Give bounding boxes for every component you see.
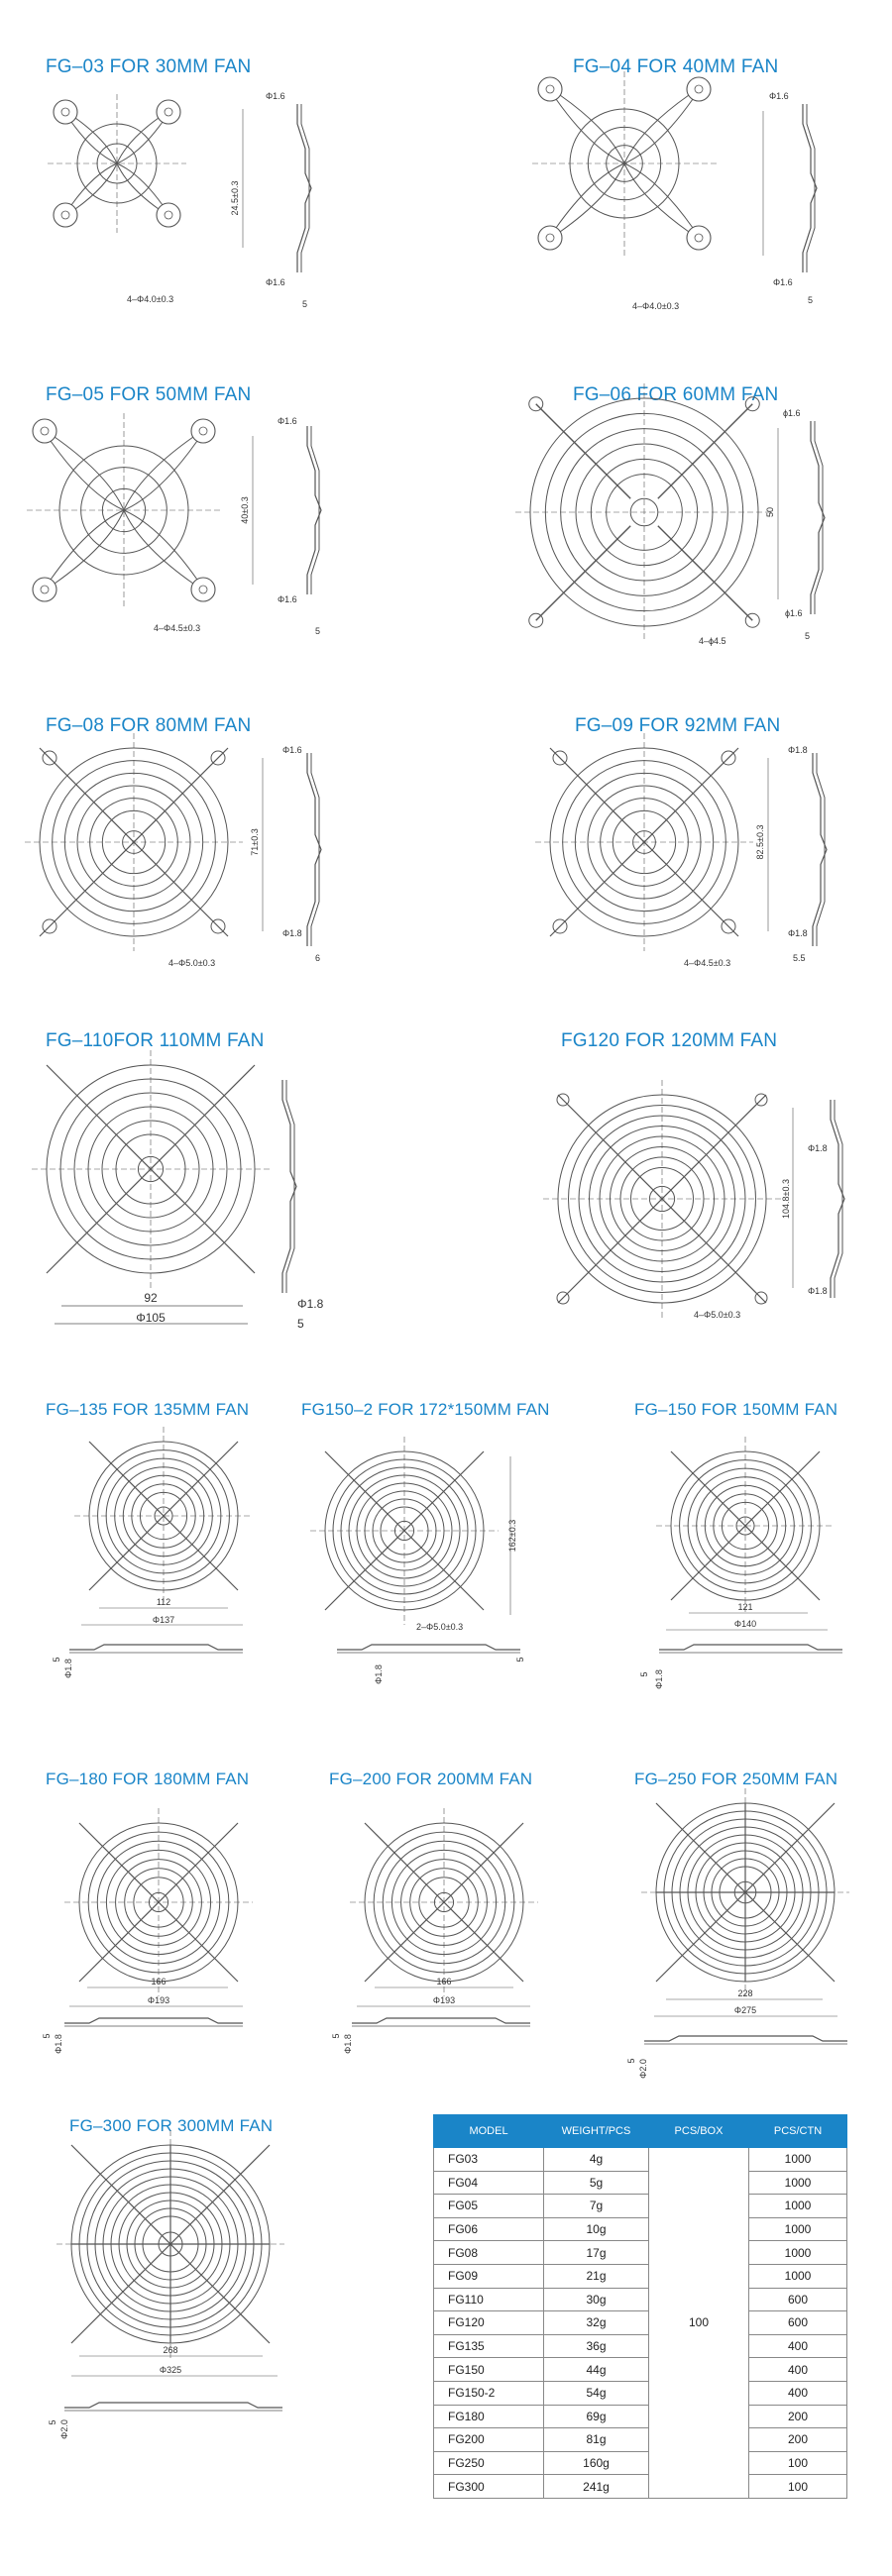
dimension-label: 104.8±0.3 xyxy=(781,1179,791,1219)
cell-weight: 17g xyxy=(544,2241,649,2265)
table-row xyxy=(434,2334,847,2358)
dimension-label: 82.5±0.3 xyxy=(755,824,765,860)
cell-weight: 69g xyxy=(544,2405,649,2428)
dimension-label: 4–ϕ4.5 xyxy=(699,636,726,646)
dimension-label: 4–Φ5.0±0.3 xyxy=(168,958,216,968)
cell-model: FG135 xyxy=(434,2334,544,2358)
drawing-fg150 xyxy=(639,1437,842,1689)
cell-ctn: 1000 xyxy=(749,2217,847,2241)
drawing-fg300 xyxy=(48,2130,284,2439)
section-title-fg06: FG–06 FOR 60MM FAN xyxy=(573,384,779,405)
cell-model: FG05 xyxy=(434,2195,544,2218)
table-header-row xyxy=(434,2115,847,2148)
cell-weight: 44g xyxy=(544,2358,649,2382)
cell-model: FG04 xyxy=(434,2171,544,2195)
dimension-label: 2–Φ5.0±0.3 xyxy=(416,1622,464,1632)
dimension-label: Φ105 xyxy=(136,1311,166,1325)
drawing-fg09 xyxy=(535,733,827,968)
dimension-label: Φ193 xyxy=(147,1995,170,2005)
dimension-label: Φ140 xyxy=(733,1619,757,1629)
section-title-fg08: FG–08 FOR 80MM FAN xyxy=(46,715,252,736)
cell-weight: 54g xyxy=(544,2381,649,2405)
section-title-fg05: FG–05 FOR 50MM FAN xyxy=(46,384,252,405)
dimension-label: 5 xyxy=(315,626,321,636)
header-pcs-box: PCS/BOX xyxy=(649,2115,749,2148)
cell-ctn: 400 xyxy=(749,2358,847,2382)
cell-ctn: 200 xyxy=(749,2405,847,2428)
drawing-fg03 xyxy=(48,91,311,309)
dimension-label: Φ1.8 xyxy=(808,1143,828,1153)
table-row xyxy=(434,2148,847,2172)
dimension-label: Φ1.8 xyxy=(654,1669,664,1689)
cell-weight: 36g xyxy=(544,2334,649,2358)
cell-ctn: 400 xyxy=(749,2381,847,2405)
dimension-label: 5 xyxy=(42,2033,52,2039)
dimension-label: Φ2.0 xyxy=(59,2419,69,2439)
dimension-label: Φ2.0 xyxy=(638,2059,648,2079)
drawing-fg250 xyxy=(626,1788,849,2079)
table-row xyxy=(434,2405,847,2428)
dimension-label: 5 xyxy=(52,1657,61,1663)
dimension-label: Φ325 xyxy=(159,2365,182,2375)
dimension-label: 5.5 xyxy=(793,953,806,963)
dimension-label: Φ1.6 xyxy=(278,416,297,426)
cell-weight: 30g xyxy=(544,2288,649,2311)
section-title-fg135: FG–135 FOR 135MM FAN xyxy=(46,1400,250,1419)
dimension-label: Φ1.6 xyxy=(769,91,789,101)
dimension-label: Φ1.8 xyxy=(374,1664,384,1684)
table-row xyxy=(434,2451,847,2475)
cell-ctn: 1000 xyxy=(749,2148,847,2172)
section-title-fg150-2: FG150–2 FOR 172*150MM FAN xyxy=(301,1400,550,1419)
dimension-label: 71±0.3 xyxy=(250,828,260,856)
drawing-fg135 xyxy=(52,1427,253,1678)
table-row xyxy=(434,2311,847,2335)
section-title-fg120: FG120 FOR 120MM FAN xyxy=(561,1030,778,1051)
cell-model: FG03 xyxy=(434,2148,544,2172)
cell-weight: 160g xyxy=(544,2451,649,2475)
dimension-label: 5 xyxy=(805,631,811,641)
cell-ctn: 600 xyxy=(749,2311,847,2335)
dimension-label: 50 xyxy=(765,506,775,518)
dimension-label: 5 xyxy=(48,2419,57,2425)
header-pcs-ctn: PCS/CTN xyxy=(749,2115,847,2148)
section-title-fg200: FG–200 FOR 200MM FAN xyxy=(329,1770,533,1788)
section-title-fg09: FG–09 FOR 92MM FAN xyxy=(575,715,781,736)
dimension-label: 40±0.3 xyxy=(240,496,250,524)
dimension-label: 4–Φ4.0±0.3 xyxy=(632,301,680,311)
dimension-label: 4–Φ4.0±0.3 xyxy=(127,294,174,304)
dimension-label: 5 xyxy=(639,1671,649,1677)
dimension-label: Φ275 xyxy=(733,2005,757,2015)
drawing-fg04 xyxy=(532,71,817,311)
cell-ctn: 1000 xyxy=(749,2264,847,2288)
cell-ctn: 1000 xyxy=(749,2171,847,2195)
section-title-fg300: FG–300 FOR 300MM FAN xyxy=(69,2116,274,2135)
dimension-label: Φ1.6 xyxy=(266,91,285,101)
cell-model: FG300 xyxy=(434,2475,544,2499)
header-weight: WEIGHT/PCS xyxy=(544,2115,649,2148)
cell-model: FG08 xyxy=(434,2241,544,2265)
dimension-label: 5 xyxy=(297,1317,304,1331)
dimension-label: 228 xyxy=(737,1988,753,1998)
dimension-label: 112 xyxy=(156,1597,171,1607)
dimension-label: Φ1.6 xyxy=(282,745,302,755)
dimension-label: ϕ1.6 xyxy=(785,608,803,618)
dimension-label: Φ1.8 xyxy=(297,1297,324,1311)
cell-ctn: 200 xyxy=(749,2428,847,2452)
cell-model: FG09 xyxy=(434,2264,544,2288)
dimension-label: Φ193 xyxy=(432,1995,456,2005)
drawing-fg08 xyxy=(25,733,321,968)
cell-model: FG120 xyxy=(434,2311,544,2335)
cell-ctn: 100 xyxy=(749,2475,847,2499)
dimension-label: 24.5±0.3 xyxy=(230,180,240,216)
dimension-label: 166 xyxy=(151,1977,167,1986)
section-title-fg250: FG–250 FOR 250MM FAN xyxy=(634,1770,838,1788)
dimension-label: 6 xyxy=(315,953,321,963)
table-row xyxy=(434,2358,847,2382)
cell-model: FG180 xyxy=(434,2405,544,2428)
dimension-label: Φ1.6 xyxy=(773,277,793,287)
dimension-label: 5 xyxy=(626,2058,636,2064)
dimension-label: Φ137 xyxy=(152,1615,175,1625)
dimension-label: 4–Φ4.5±0.3 xyxy=(684,958,731,968)
dimension-label: 268 xyxy=(163,2345,178,2355)
dimension-label: 5 xyxy=(331,2033,341,2039)
cell-weight: 4g xyxy=(544,2148,649,2172)
spec-table xyxy=(433,2114,847,2499)
cell-ctn: 1000 xyxy=(749,2195,847,2218)
cell-model: FG150-2 xyxy=(434,2381,544,2405)
dimension-label: Φ1.8 xyxy=(808,1286,828,1296)
dimension-label: 162±0.3 xyxy=(507,1519,517,1553)
dimension-label: Φ1.8 xyxy=(343,2034,353,2054)
section-title-fg04: FG–04 FOR 40MM FAN xyxy=(573,56,779,77)
dimension-label: Φ1.8 xyxy=(63,1659,73,1678)
dimension-label: 5 xyxy=(302,299,308,309)
dimension-label: 5 xyxy=(808,295,814,305)
dimension-label: 4–Φ5.0±0.3 xyxy=(694,1310,741,1320)
cell-ctn: 400 xyxy=(749,2334,847,2358)
table-row xyxy=(434,2171,847,2195)
table-row xyxy=(434,2381,847,2405)
drawing-fg150-2 xyxy=(310,1437,525,1684)
cell-weight: 81g xyxy=(544,2428,649,2452)
drawing-fg180 xyxy=(42,1808,253,2054)
table-row xyxy=(434,2217,847,2241)
section-title-fg03: FG–03 FOR 30MM FAN xyxy=(46,56,252,77)
section-title-fg150: FG–150 FOR 150MM FAN xyxy=(634,1400,838,1419)
table-row xyxy=(434,2428,847,2452)
section-title-fg110: FG–110FOR 110MM FAN xyxy=(46,1030,265,1051)
dimension-label: 92 xyxy=(144,1291,158,1305)
dimension-label: 4–Φ4.5±0.3 xyxy=(154,623,201,633)
cell-pcs-box: 100 xyxy=(649,2148,749,2499)
table-row xyxy=(434,2475,847,2499)
cell-ctn: 1000 xyxy=(749,2241,847,2265)
cell-weight: 5g xyxy=(544,2171,649,2195)
drawing-fg200 xyxy=(331,1808,538,2054)
table-row xyxy=(434,2241,847,2265)
dimension-label: 121 xyxy=(737,1602,753,1612)
cell-model: FG110 xyxy=(434,2288,544,2311)
section-title-fg180: FG–180 FOR 180MM FAN xyxy=(46,1770,250,1788)
drawing-fg120 xyxy=(543,1080,844,1320)
table-row xyxy=(434,2264,847,2288)
dimension-label: Φ1.8 xyxy=(282,928,302,938)
drawing-fg05 xyxy=(27,413,321,636)
cell-weight: 21g xyxy=(544,2264,649,2288)
table-row xyxy=(434,2288,847,2311)
cell-model: FG200 xyxy=(434,2428,544,2452)
drawing-fg06 xyxy=(515,383,825,646)
dimension-label: Φ1.8 xyxy=(788,745,808,755)
dimension-label: Φ1.8 xyxy=(54,2034,63,2054)
dimension-label: 166 xyxy=(436,1977,452,1986)
cell-weight: 241g xyxy=(544,2475,649,2499)
cell-model: FG06 xyxy=(434,2217,544,2241)
cell-weight: 7g xyxy=(544,2195,649,2218)
cell-weight: 32g xyxy=(544,2311,649,2335)
cell-model: FG150 xyxy=(434,2358,544,2382)
cell-weight: 10g xyxy=(544,2217,649,2241)
drawing-fg110 xyxy=(32,1050,324,1331)
cell-ctn: 600 xyxy=(749,2288,847,2311)
cell-model: FG250 xyxy=(434,2451,544,2475)
dimension-label: Φ1.6 xyxy=(266,277,285,287)
dimension-label: Φ1.8 xyxy=(788,928,808,938)
dimension-label: Φ1.6 xyxy=(278,594,297,604)
cell-ctn: 100 xyxy=(749,2451,847,2475)
dimension-label: 5 xyxy=(515,1657,525,1663)
table-row xyxy=(434,2195,847,2218)
dimension-label: ϕ1.6 xyxy=(783,408,801,418)
header-model: MODEL xyxy=(434,2115,544,2148)
